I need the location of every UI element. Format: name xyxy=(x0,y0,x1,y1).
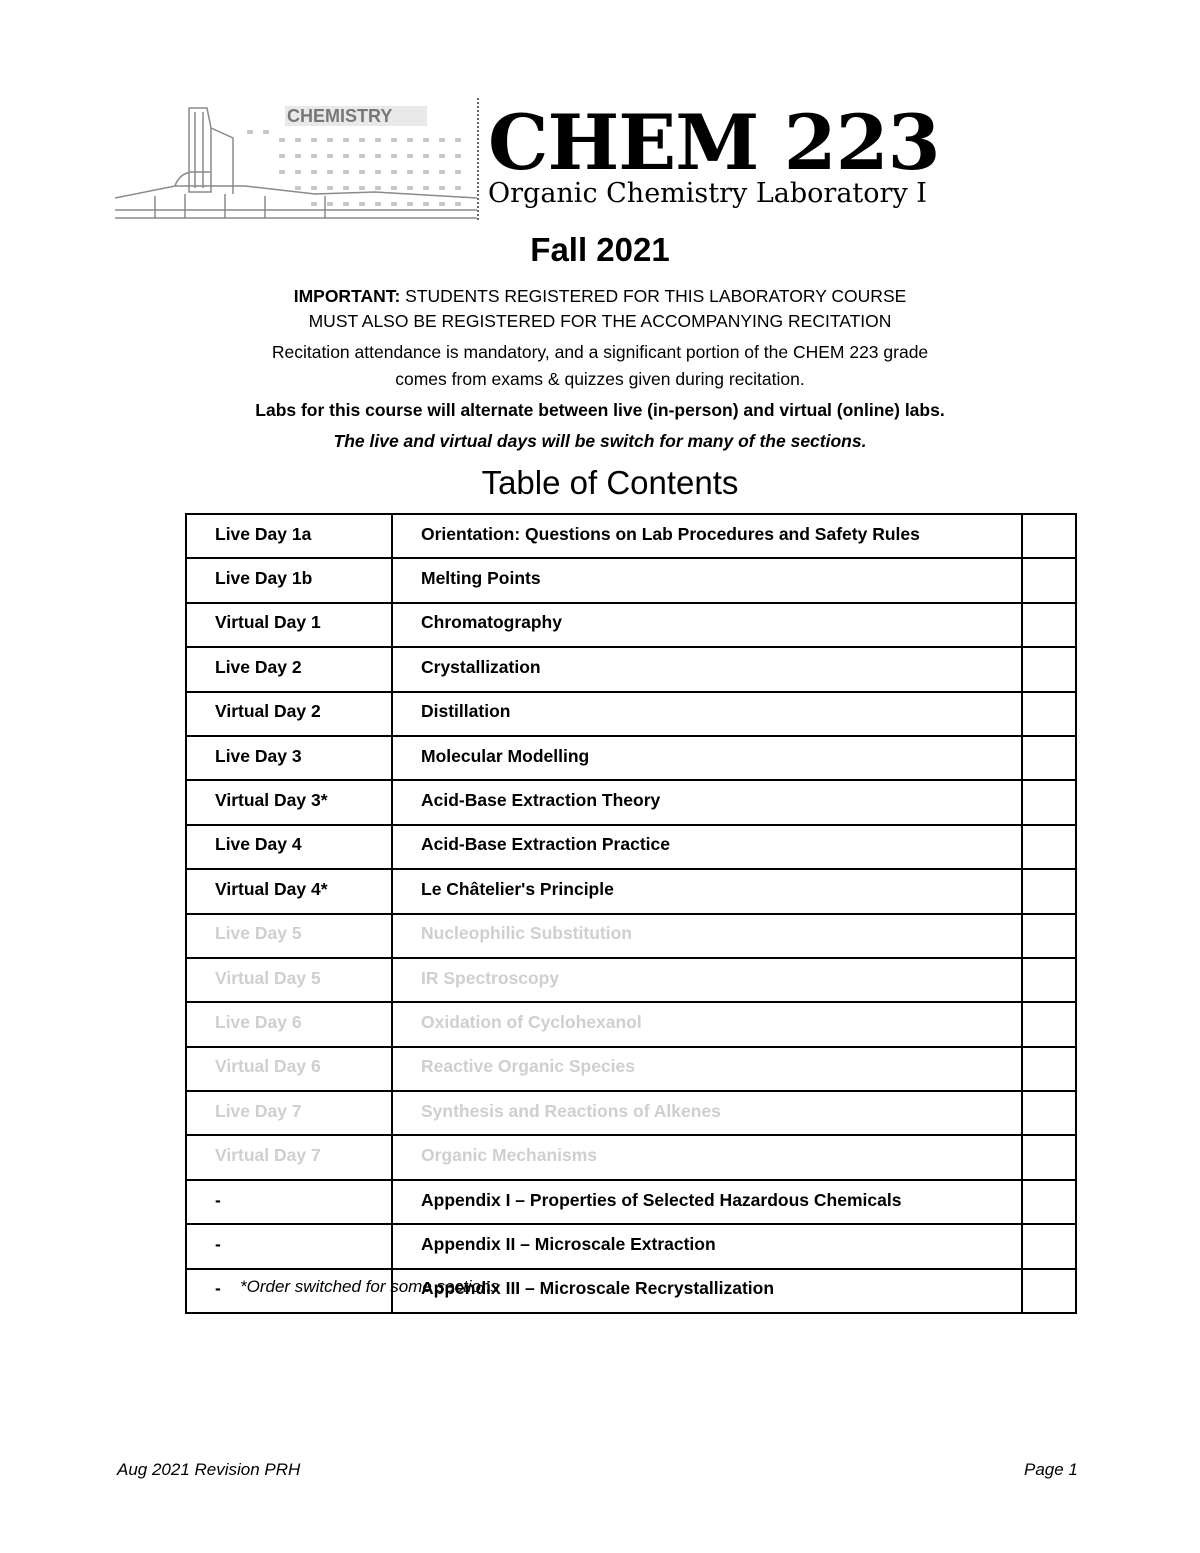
toc-row xyxy=(186,647,1076,691)
toc-row xyxy=(186,825,1076,869)
toc-day: Live Day 2 xyxy=(186,647,392,691)
toc-day: Live Day 3 xyxy=(186,736,392,780)
toc-topic: Melting Points xyxy=(392,558,1022,602)
toc-row xyxy=(186,514,1076,558)
toc-topic: Molecular Modelling xyxy=(392,736,1022,780)
toc-day: Virtual Day 4* xyxy=(186,869,392,913)
toc-day: - xyxy=(186,1224,392,1268)
toc-row xyxy=(186,1224,1076,1268)
toc-page-cell xyxy=(1022,825,1076,869)
toc-page-cell xyxy=(1022,1224,1076,1268)
toc-topic: Appendix I – Properties of Selected Hazardous Chemicals xyxy=(392,1180,1022,1224)
toc-topic: Chromatography xyxy=(392,603,1022,647)
toc-row xyxy=(186,914,1076,958)
toc-topic: Reactive Organic Species xyxy=(392,1047,1022,1091)
toc-row xyxy=(186,692,1076,736)
switch-note: The live and virtual days will be switch for many of the sections. xyxy=(333,431,867,451)
toc-day: - xyxy=(186,1269,392,1313)
toc-topic: Organic Mechanisms xyxy=(392,1135,1022,1179)
toc-page-cell xyxy=(1022,1091,1076,1135)
toc-page-cell xyxy=(1022,692,1076,736)
toc-day: Virtual Day 3* xyxy=(186,780,392,824)
footnote: *Order switched for some sections xyxy=(240,1277,499,1296)
toc-topic: Distillation xyxy=(392,692,1022,736)
toc-topic: Le Châtelier's Principle xyxy=(392,869,1022,913)
labs-alternate-note: Labs for this course will alternate between live (in-person) and virtual (online) labs. xyxy=(255,400,945,420)
toc-row xyxy=(186,736,1076,780)
toc-day: Live Day 1a xyxy=(186,514,392,558)
toc-topic: Synthesis and Reactions of Alkenes xyxy=(392,1091,1022,1135)
toc-day: Virtual Day 7 xyxy=(186,1135,392,1179)
toc-day: Virtual Day 1 xyxy=(186,603,392,647)
recitation-note-line1: Recitation attendance is mandatory, and a significant portion of the CHEM 223 grade xyxy=(271,342,929,362)
toc-title: Table of Contents xyxy=(481,464,739,501)
toc-page-cell xyxy=(1022,558,1076,602)
toc-topic: IR Spectroscopy xyxy=(392,958,1022,1002)
lab-building-illustration xyxy=(115,98,477,220)
toc-row xyxy=(186,958,1076,1002)
toc-row xyxy=(186,780,1076,824)
important-notice-line2: MUST ALSO BE REGISTERED FOR THE ACCOMPANYING RECITATION xyxy=(308,311,892,331)
toc-page-cell xyxy=(1022,1135,1076,1179)
toc-row xyxy=(186,1002,1076,1046)
course-code: CHEM 223 xyxy=(488,98,940,187)
toc-day: - xyxy=(186,1180,392,1224)
header-divider xyxy=(477,98,479,220)
toc-page-cell xyxy=(1022,514,1076,558)
toc-topic: Appendix II – Microscale Extraction xyxy=(392,1224,1022,1268)
toc-page-cell xyxy=(1022,914,1076,958)
toc-topic: Crystallization xyxy=(392,647,1022,691)
toc-page-cell xyxy=(1022,1047,1076,1091)
toc-page-cell xyxy=(1022,958,1076,1002)
important-text: STUDENTS REGISTERED FOR THIS LABORATORY COURSE xyxy=(400,286,907,306)
toc-page-cell xyxy=(1022,780,1076,824)
toc-day: Virtual Day 5 xyxy=(186,958,392,1002)
toc-row xyxy=(186,603,1076,647)
toc-day: Live Day 1b xyxy=(186,558,392,602)
important-notice-line1 xyxy=(0,284,1200,308)
course-name: Organic Chemistry Laboratory I xyxy=(488,178,927,209)
toc-day: Virtual Day 6 xyxy=(186,1047,392,1091)
toc-row xyxy=(186,1091,1076,1135)
logo-wordmark: CHEMISTRY xyxy=(287,106,393,126)
important-label: IMPORTANT: xyxy=(293,286,401,306)
toc-page-cell xyxy=(1022,603,1076,647)
toc-day: Live Day 4 xyxy=(186,825,392,869)
toc-day: Virtual Day 2 xyxy=(186,692,392,736)
toc-row xyxy=(186,1180,1076,1224)
footer-revision: Aug 2021 Revision PRH xyxy=(117,1460,301,1479)
toc-topic: Orientation: Questions on Lab Procedures and Safety Rules xyxy=(392,514,1022,558)
toc-row xyxy=(186,1047,1076,1091)
toc-topic: Acid-Base Extraction Practice xyxy=(392,825,1022,869)
toc-day: Live Day 5 xyxy=(186,914,392,958)
toc-topic: Nucleophilic Substitution xyxy=(392,914,1022,958)
toc-row xyxy=(186,869,1076,913)
toc-day: Live Day 6 xyxy=(186,1002,392,1046)
toc-day: Live Day 7 xyxy=(186,1091,392,1135)
toc-page-cell xyxy=(1022,1002,1076,1046)
footer-page-number: Page 1 xyxy=(1024,1460,1078,1479)
toc-page-cell xyxy=(1022,869,1076,913)
toc-row xyxy=(186,558,1076,602)
toc-topic: Acid-Base Extraction Theory xyxy=(392,780,1022,824)
term-heading: Fall 2021 xyxy=(530,231,670,268)
toc-page-cell xyxy=(1022,736,1076,780)
toc-page-cell xyxy=(1022,1180,1076,1224)
toc-page-cell xyxy=(1022,647,1076,691)
toc-table xyxy=(185,513,1077,1314)
toc-topic: Appendix III – Microscale Recrystallization xyxy=(392,1269,1022,1313)
toc-page-cell xyxy=(1022,1269,1076,1313)
toc-topic: Oxidation of Cyclohexanol xyxy=(392,1002,1022,1046)
header-logo-image xyxy=(115,98,477,220)
recitation-note-line2: comes from exams & quizzes given during recitation. xyxy=(395,369,805,389)
toc-row xyxy=(186,1135,1076,1179)
